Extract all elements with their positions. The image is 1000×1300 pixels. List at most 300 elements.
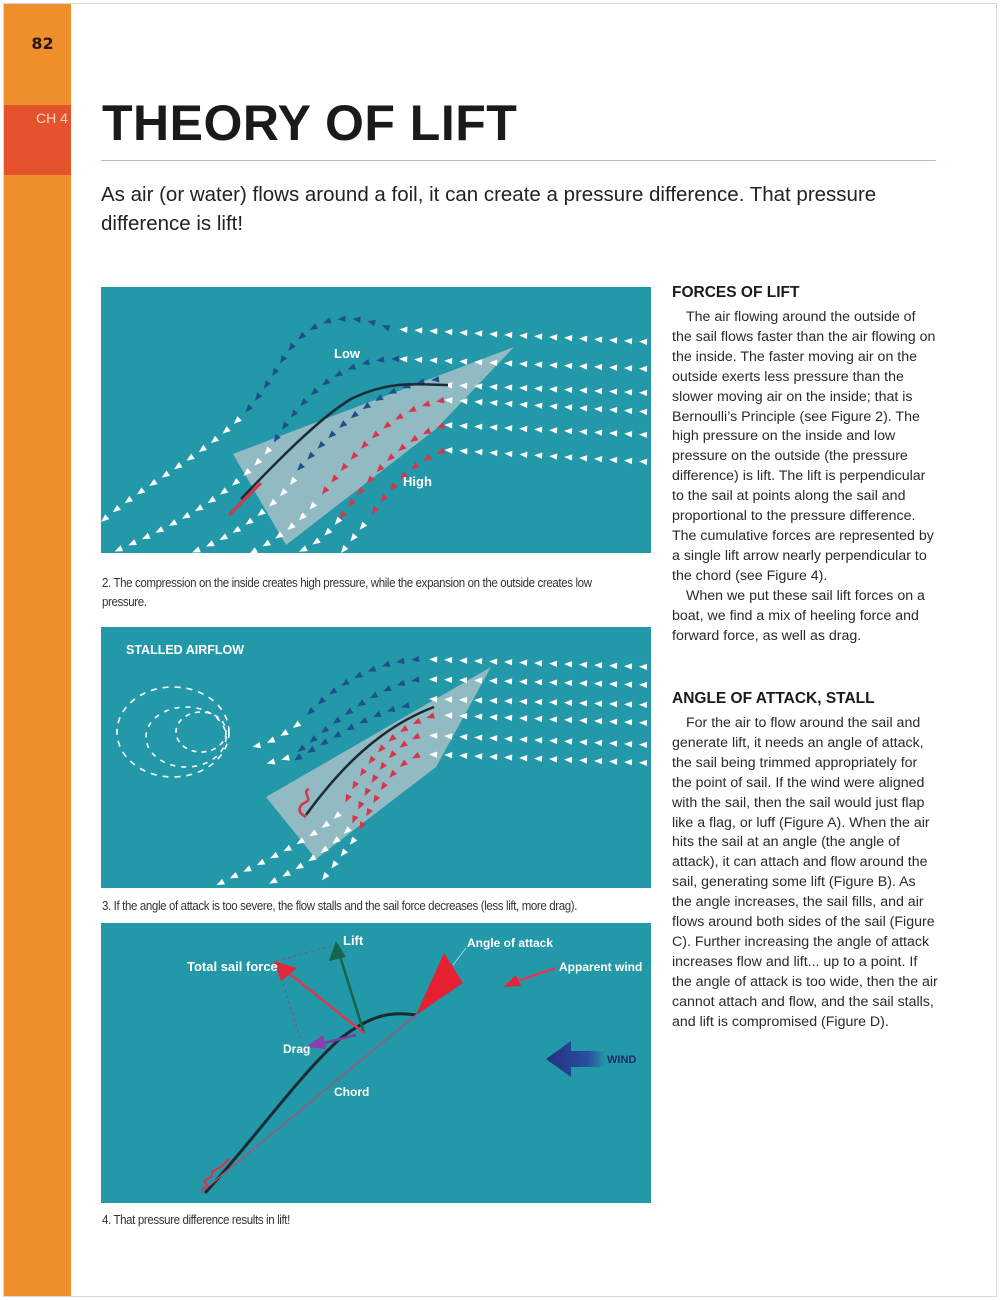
flow-chevron — [376, 356, 385, 363]
flow-chevron — [639, 408, 647, 415]
flow-chevron — [594, 388, 602, 395]
flow-chevron — [396, 658, 405, 666]
flow-chevron — [624, 407, 632, 414]
flow-chevron — [534, 660, 542, 667]
flow-chevron — [414, 327, 422, 334]
airflow-line — [444, 447, 647, 465]
flow-chevron — [639, 458, 647, 465]
flow-chevron — [534, 715, 542, 722]
flow-chevron — [549, 386, 557, 393]
high-pressure-label: High — [403, 474, 432, 489]
flow-chevron — [167, 519, 177, 528]
flow-chevron — [474, 753, 482, 760]
flow-chevron — [291, 721, 301, 731]
flow-chevron — [305, 707, 315, 717]
flow-chevron — [534, 385, 542, 392]
flow-chevron — [519, 755, 527, 762]
wind-arrow-icon — [546, 1041, 606, 1077]
flow-chevron — [231, 526, 241, 536]
flow-chevron — [489, 753, 497, 760]
flow-chevron — [549, 362, 557, 369]
paragraph: When we put these sail lift forces on a boat, we find a mix of heeling force and forward force, as well as drag. — [672, 587, 925, 644]
flow-chevron — [474, 448, 482, 455]
flow-chevron — [639, 389, 647, 396]
flow-chevron — [624, 338, 632, 345]
flow-chevron — [639, 741, 647, 748]
flow-chevron — [564, 428, 572, 435]
flow-chevron — [624, 431, 632, 438]
flow-chevron — [474, 423, 482, 430]
flow-chevron — [459, 329, 467, 336]
flow-chevron — [311, 537, 321, 547]
flow-chevron — [624, 681, 632, 688]
flow-chevron — [594, 700, 602, 707]
flow-chevron — [293, 754, 303, 764]
flow-chevron — [594, 739, 602, 746]
flow-chevron — [277, 355, 287, 365]
airflow-line — [429, 656, 647, 670]
drag-label: Drag — [283, 1042, 311, 1056]
flow-chevron — [489, 714, 497, 721]
flow-chevron — [504, 659, 512, 666]
flow-chevron — [564, 680, 572, 687]
flow-chevron — [519, 715, 527, 722]
flow-chevron — [549, 403, 557, 410]
flow-chevron — [361, 359, 370, 367]
airflow-line — [305, 656, 419, 717]
stalled-airflow-label: STALLED AIRFLOW — [126, 643, 245, 657]
flow-chevron — [549, 756, 557, 763]
flow-chevron — [160, 471, 170, 481]
flow-chevron — [579, 455, 587, 462]
figure-pressure-difference — [101, 287, 651, 553]
flow-chevron — [534, 452, 542, 459]
flow-chevron — [504, 754, 512, 761]
flow-chevron — [444, 657, 452, 664]
flow-chevron — [429, 656, 437, 663]
apparent-wind-label: Apparent wind — [559, 960, 643, 974]
flow-chevron — [197, 445, 207, 455]
flow-chevron — [624, 365, 632, 372]
flow-chevron — [180, 512, 190, 522]
flow-chevron — [564, 335, 572, 342]
flow-chevron — [396, 680, 406, 689]
flow-chevron — [242, 865, 252, 874]
flow-chevron — [594, 429, 602, 436]
flow-chevron — [261, 540, 271, 550]
flow-chevron — [609, 662, 617, 669]
angle-of-attack-wedge — [416, 953, 463, 1015]
flow-chevron — [519, 425, 527, 432]
flow-chevron — [307, 735, 317, 745]
flow-chevron — [474, 734, 482, 741]
flow-chevron — [624, 741, 632, 748]
section-heading: ANGLE OF ATTACK, STALL — [672, 690, 875, 707]
airflow-line — [444, 422, 647, 438]
flow-chevron — [594, 680, 602, 687]
flow-chevron — [147, 479, 157, 489]
flow-chevron — [306, 746, 316, 756]
flow-chevron — [329, 860, 339, 870]
flow-chevron — [367, 666, 377, 675]
flow-chevron — [209, 436, 219, 446]
flow-chevron — [549, 679, 557, 686]
flow-chevron — [474, 398, 482, 405]
flow-chevron — [609, 364, 617, 371]
flow-chevron — [172, 462, 182, 472]
flow-chevron — [348, 533, 358, 543]
chapter-label: CH 4 — [36, 110, 68, 126]
flow-chevron — [320, 378, 330, 388]
flow-chevron — [609, 337, 617, 344]
flow-chevron — [347, 837, 357, 847]
flow-chevron — [639, 759, 647, 766]
flow-chevron — [256, 509, 266, 519]
flow-chevron — [409, 462, 419, 472]
flow-chevron — [579, 680, 587, 687]
flow-chevron — [459, 733, 467, 740]
figure-4-caption: 4. That pressure difference results in lift! — [102, 1213, 290, 1227]
flow-chevron — [579, 405, 587, 412]
airflow-line — [243, 315, 390, 414]
apparent-wind-arrowhead — [503, 975, 521, 987]
flow-chevron — [255, 859, 265, 868]
flow-chevron — [444, 752, 452, 759]
flow-chevron — [639, 431, 647, 438]
flow-chevron — [489, 735, 497, 742]
flow-chevron — [489, 449, 497, 456]
flow-chevron — [519, 361, 527, 368]
flow-chevron — [127, 539, 137, 548]
flow-chevron — [624, 457, 632, 464]
flow-chevron — [193, 504, 203, 514]
flow-chevron — [411, 676, 420, 684]
flow-chevron — [489, 678, 497, 685]
flow-chevron — [269, 852, 279, 861]
flow-chevron — [369, 506, 379, 516]
flow-chevron — [534, 737, 542, 744]
flow-chevron — [579, 428, 587, 435]
flow-chevron — [579, 387, 587, 394]
flow-chevron — [489, 658, 497, 665]
flow-chevron — [261, 380, 271, 390]
flow-chevron — [549, 699, 557, 706]
flow-chevron — [346, 499, 356, 509]
flow-chevron — [296, 745, 306, 755]
flow-chevron — [331, 717, 341, 727]
flow-chevron — [333, 370, 343, 380]
flow-chevron — [564, 386, 572, 393]
flow-chevron — [639, 719, 647, 726]
flow-chevron — [337, 315, 346, 322]
flow-chevron — [191, 546, 201, 553]
flow-chevron — [504, 360, 512, 367]
flow-chevron — [594, 364, 602, 371]
flow-chevron — [316, 697, 326, 707]
flow-chevron — [609, 681, 617, 688]
flow-chevron — [504, 698, 512, 705]
flow-chevron — [444, 328, 452, 335]
flow-chevron — [266, 737, 276, 746]
flow-chevron — [444, 422, 452, 429]
flow-chevron — [338, 545, 348, 553]
section-heading: FORCES OF LIFT — [672, 284, 800, 301]
flow-chevron — [624, 759, 632, 766]
flow-chevron — [534, 426, 542, 433]
flow-chevron — [444, 358, 452, 365]
flow-chevron — [609, 718, 617, 725]
flow-chevron — [624, 389, 632, 396]
flow-chevron — [218, 533, 228, 542]
flow-chevron — [579, 757, 587, 764]
page-number: 82 — [31, 34, 54, 53]
flow-chevron — [382, 685, 392, 694]
flow-chevron — [232, 416, 242, 426]
flow-chevron — [113, 545, 123, 553]
flow-chevron — [459, 358, 467, 365]
flow-chevron — [474, 713, 482, 720]
flow-chevron — [594, 758, 602, 765]
flow-chevron — [422, 454, 432, 464]
flow-chevron — [564, 699, 572, 706]
flow-chevron — [504, 714, 512, 721]
figure-2-caption: 2. The compression on the inside creates high pressure, while the expansion on the outside creates low pressure. — [102, 576, 592, 609]
airflow-line — [399, 356, 647, 372]
flow-chevron — [459, 422, 467, 429]
flow-chevron — [594, 456, 602, 463]
flow-chevron — [519, 736, 527, 743]
flow-chevron — [564, 661, 572, 668]
flow-chevron — [594, 662, 602, 669]
flow-chevron — [579, 661, 587, 668]
flow-chevron — [248, 547, 258, 553]
flow-chevron — [564, 362, 572, 369]
flow-chevron — [564, 756, 572, 763]
boat-hull-shape — [233, 347, 514, 545]
airflow-line — [399, 326, 647, 345]
flow-chevron — [459, 657, 467, 664]
flow-chevron — [340, 679, 350, 689]
flow-chevron — [579, 700, 587, 707]
flow-chevron — [504, 332, 512, 339]
flow-chevron — [296, 332, 306, 342]
flow-chevron — [353, 672, 363, 681]
flow-chevron — [345, 724, 355, 733]
flow-chevron — [594, 406, 602, 413]
page-title: THEORY OF LIFT — [102, 95, 518, 151]
flow-chevron — [534, 755, 542, 762]
flow-chevron — [504, 400, 512, 407]
flow-chevron — [320, 872, 330, 882]
flow-chevron — [288, 409, 298, 419]
flow-chevron — [319, 726, 329, 736]
flow-chevron — [286, 343, 296, 353]
flow-chevron — [358, 717, 368, 726]
flow-chevron — [244, 518, 254, 528]
flow-chevron — [474, 330, 482, 337]
flow-chevron — [489, 424, 497, 431]
flow-chevron — [504, 735, 512, 742]
flow-chevron — [429, 357, 437, 364]
flow-chevron — [579, 717, 587, 724]
flow-chevron — [549, 427, 557, 434]
flow-chevron — [111, 505, 121, 515]
flow-chevron — [624, 719, 632, 726]
flow-chevron — [435, 448, 445, 457]
flow-chevron — [206, 496, 216, 506]
flow-chevron — [459, 752, 467, 759]
flow-chevron — [268, 877, 278, 886]
flow-chevron — [101, 514, 109, 524]
flow-chevron — [459, 448, 467, 455]
flow-chevron — [489, 697, 497, 704]
flow-chevron — [378, 494, 388, 504]
flow-chevron — [381, 322, 391, 331]
flow-chevron — [372, 711, 382, 720]
sail-foot-telltale — [201, 1159, 229, 1191]
paragraph: For the air to flow around the sail and generate lift, it needs an angle of attack, the sail being trimmed appropriately for the point of sail. If the wind were aligned with the sail, then the sail would just flap like a flag, or luff (Figure A). When the air hits the sail at an angle (the angle of attack), it can attach and flow around the sail, generating some lift (Figure B). As the angle increases, the sail fills, and air flows around both sides of the sail (Figure C). Further increasing the angle of attack increases flow and lift... up to a point. If the angle of attack is too wide, then the air cannot attach and flow, and the sail stalls, and lift is compromised (Figure D). — [672, 715, 938, 1030]
flow-chevron — [298, 398, 308, 408]
flow-chevron — [266, 758, 275, 766]
boat-hull-shape — [266, 667, 491, 859]
flow-chevron — [564, 717, 572, 724]
flow-chevron — [609, 430, 617, 437]
flow-chevron — [399, 326, 407, 333]
flow-chevron — [549, 716, 557, 723]
flow-chevron — [519, 698, 527, 705]
flow-chevron — [322, 528, 332, 538]
flow-chevron — [534, 361, 542, 368]
flow-chevron — [220, 426, 230, 436]
flow-chevron — [474, 697, 482, 704]
flow-chevron — [279, 729, 289, 739]
flow-chevron — [252, 742, 261, 750]
flow-chevron — [534, 679, 542, 686]
flow-chevron — [309, 388, 319, 398]
flow-chevron — [346, 364, 356, 373]
flow-chevron — [298, 545, 308, 553]
chord-label: Chord — [334, 1085, 370, 1099]
flow-chevron — [639, 338, 647, 345]
flow-chevron — [519, 332, 527, 339]
flow-chevron — [609, 701, 617, 708]
intro-text: As air (or water) flows around a foil, it can create a pressure difference. That pressure difference is lift! — [101, 183, 877, 235]
flow-chevron — [343, 708, 353, 718]
flow-chevron — [624, 663, 632, 670]
flow-chevron — [579, 363, 587, 370]
chord-line — [205, 1015, 416, 1189]
flow-chevron — [504, 425, 512, 432]
flow-chevron — [519, 401, 527, 408]
flow-chevron — [594, 336, 602, 343]
airflow-line — [444, 397, 647, 415]
figure-3-caption: 3. If the angle of attack is too severe, the flow stalls and the sail force decreases (less lift, more drag). — [102, 899, 578, 913]
flow-chevron — [281, 754, 290, 762]
flow-chevron — [579, 739, 587, 746]
lift-arrow — [339, 953, 364, 1033]
flow-chevron — [504, 450, 512, 457]
flow-chevron — [381, 661, 390, 669]
flow-chevron — [609, 388, 617, 395]
low-pressure-label: Low — [334, 346, 360, 361]
flow-chevron — [429, 328, 437, 335]
flow-chevron — [230, 478, 240, 488]
flow-chevron — [444, 447, 452, 454]
flow-chevron — [388, 482, 398, 492]
flow-chevron — [444, 676, 452, 683]
airflow-line — [101, 416, 242, 524]
flow-chevron — [331, 731, 341, 741]
flow-chevron — [579, 335, 587, 342]
flow-chevron — [534, 333, 542, 340]
flow-chevron — [135, 487, 145, 497]
flow-chevron — [594, 718, 602, 725]
flow-chevron — [504, 678, 512, 685]
flow-chevron — [549, 660, 557, 667]
flow-chevron — [281, 870, 291, 879]
flow-chevron — [549, 453, 557, 460]
flow-chevron — [243, 404, 253, 414]
flow-chevron — [624, 701, 632, 708]
flow-chevron — [154, 526, 164, 535]
flow-chevron — [185, 454, 195, 464]
total-sail-force-label: Total sail force — [187, 959, 278, 974]
paragraph: The air flowing around the outside of the sail flows faster than the air flowing on the inside. The faster moving air on the outside exerts less pressure than the slower moving air on the inside; that is Bernoulli’s Principle (see Figure 2). The high pressure on the inside and low pressure on the outside (the pressure difference) is lift. The lift is perpendicular to the sail at points along the sail and proportional to the pressure difference. The cumulative forces are represented by a single lift arrow nearly perpendicular to the chord (see Figure 4). — [672, 309, 936, 584]
airflow-line — [429, 732, 647, 748]
flow-chevron — [322, 318, 332, 327]
flow-chevron — [429, 676, 437, 683]
flow-chevron — [282, 845, 292, 854]
flow-chevron — [639, 365, 647, 372]
flow-chevron — [534, 699, 542, 706]
flow-chevron — [269, 368, 279, 378]
flow-chevron — [519, 659, 527, 666]
angle-of-attack-pointer — [453, 948, 466, 965]
flow-chevron — [279, 421, 289, 431]
wind-label: WIND — [607, 1054, 637, 1066]
flow-chevron — [519, 385, 527, 392]
title-divider — [101, 160, 936, 161]
flow-chevron — [218, 487, 228, 497]
sail-luff — [229, 483, 261, 515]
flow-chevron — [534, 402, 542, 409]
flow-chevron — [355, 699, 365, 709]
airflow-line — [429, 751, 647, 766]
flow-chevron — [639, 702, 647, 709]
flow-chevron — [639, 663, 647, 670]
lift-label: Lift — [343, 933, 364, 948]
flow-chevron — [519, 451, 527, 458]
flow-chevron — [609, 456, 617, 463]
flow-chevron — [327, 687, 337, 697]
angle-of-attack-label: Angle of attack — [467, 936, 554, 950]
flow-chevron — [123, 496, 133, 506]
airflow-line — [338, 522, 367, 553]
flow-chevron — [141, 533, 151, 542]
flow-chevron — [205, 540, 215, 549]
section-forces-of-lift — [672, 284, 938, 646]
flow-chevron — [411, 656, 420, 663]
flow-chevron — [639, 682, 647, 689]
flow-chevron — [252, 392, 262, 402]
flow-chevron — [414, 356, 422, 363]
flow-chevron — [489, 384, 497, 391]
flow-chevron — [228, 872, 238, 881]
flow-chevron — [489, 331, 497, 338]
airflow-line — [444, 712, 647, 726]
flow-chevron — [318, 739, 328, 749]
flow-chevron — [519, 678, 527, 685]
